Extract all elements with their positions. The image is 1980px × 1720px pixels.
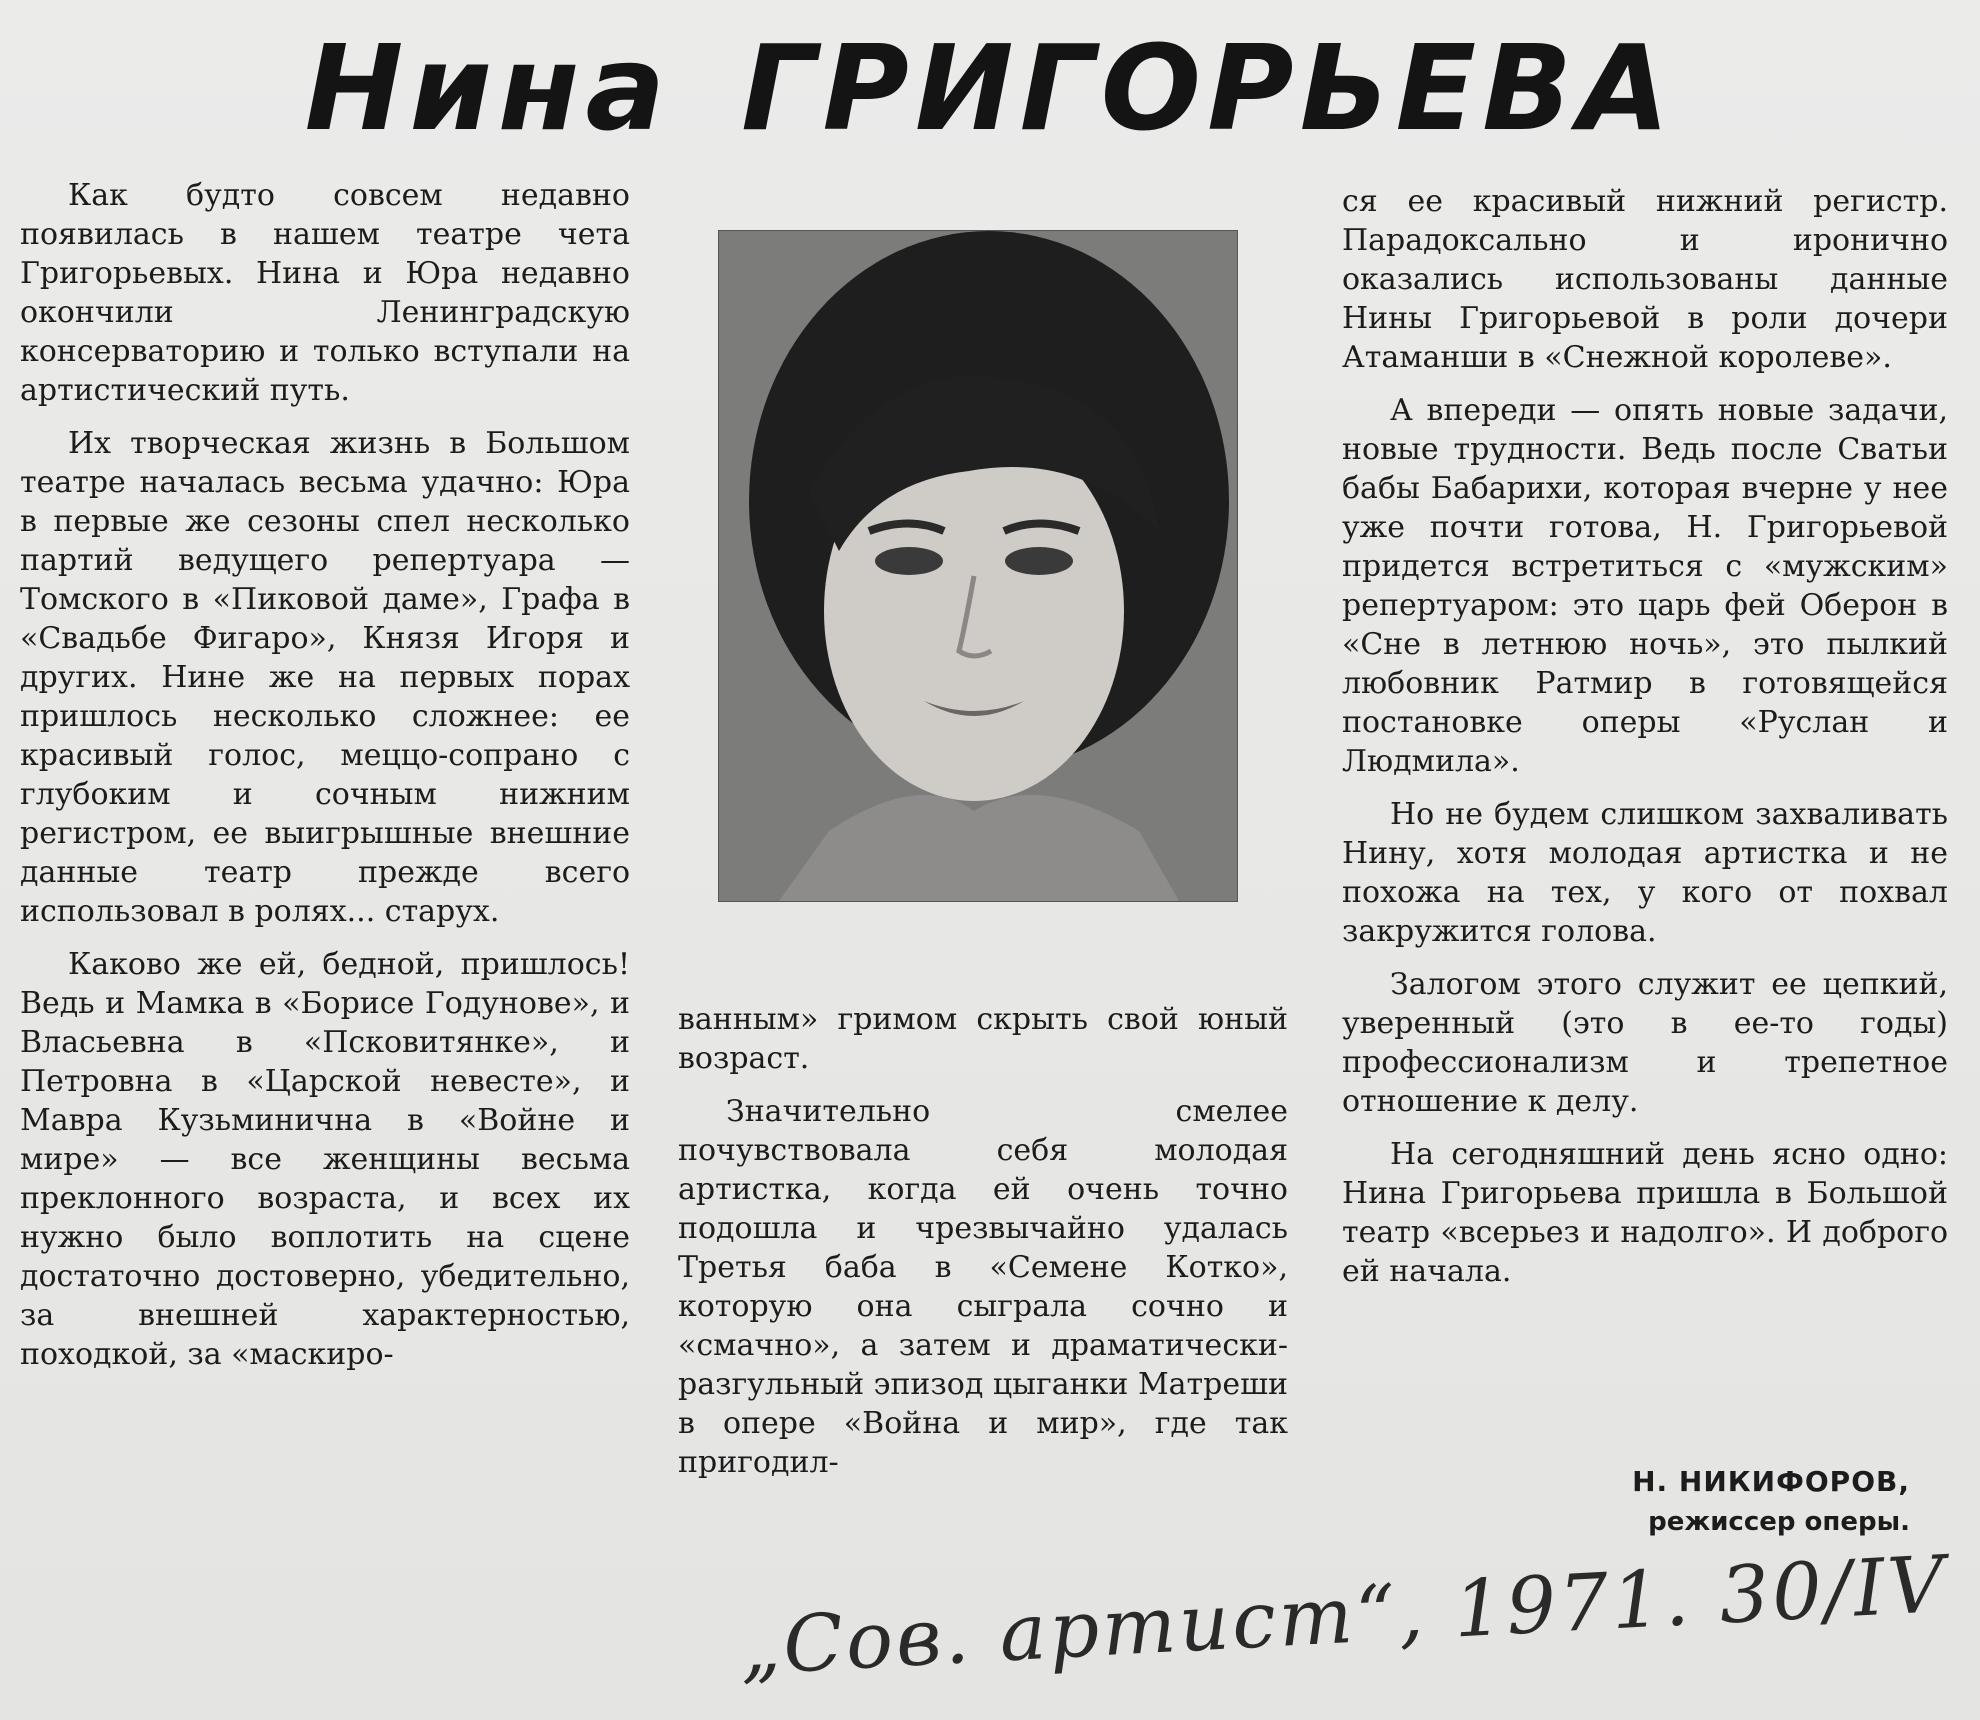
- paragraph: Залогом этого служит ее цепкий, уверенный (это в ее-то годы) профессионализм и трепетное отношение к делу.: [1342, 967, 1948, 1119]
- paragraph: Как будто совсем недавно появилась в нашем театре чета Григорьевых. Нина и Юра недавно окончили Ленинградскую консерваторию и только вступали на артистический путь.: [20, 178, 630, 408]
- portrait-photo: [718, 230, 1238, 902]
- paragraph: Их творческая жизнь в Большом театре началась весьма удачно: Юра в первые же сезоны спел несколько партий ведущего репертуара — Томского в «Пиковой даме», Графа в «Свадьбе Фигаро», Князя Игоря и других. Нине же на первых порах пришлось несколько сложнее: ее красивый голос, меццо-сопрано с глубоким и сочным нижним регистром, ее выигрышные внешние данные театр прежде всего использовал в ролях... старух.: [20, 426, 630, 929]
- headline-first-name: Нина: [304, 19, 672, 157]
- paragraph: Значительно смелее почувствовала себя молодая артистка, когда ей очень точно подошла и чрезвычайно удалась Третья баба в «Семене Котко», которую она сыграла сочно и «смачно», а затем и драматически-разгульный эпизод цыганки Матреши в опере «Война и мир», где так пригодил-: [678, 1094, 1288, 1480]
- author-role: режиссер оперы.: [1648, 1507, 1910, 1537]
- author-name: Н. НИКИФОРОВ,: [1632, 1465, 1910, 1498]
- paragraph: ся ее красивый нижний регистр. Парадоксально и иронично оказались использованы данные Нины Григорьевой в роли дочери Атаманши в «Снежной королеве».: [1342, 184, 1948, 375]
- article-column-1: [20, 176, 630, 1546]
- paragraph: ванным» гримом скрыть свой юный возраст.: [678, 1002, 1288, 1076]
- paragraph: Но не будем слишком захваливать Нину, хотя молодая артистка и не похожа на тех, у кого от похвал закружится голова.: [1342, 797, 1948, 949]
- paragraph: А впереди — опять новые задачи, новые трудности. Ведь после Сватьи бабы Бабарихи, которая вчерне у нее уже почти готова, Н. Григорьевой придется встретиться с «мужским» репертуаром: это царь фей Оберон в «Сне в летнюю ночь», это пылкий любовник Ратмир в готовящейся постановке оперы «Руслан и Людмила».: [1342, 393, 1948, 779]
- paragraph: На сегодняшний день ясно одно: Нина Григорьева пришла в Большой театр «всерьез и надолго». И доброго ей начала.: [1342, 1137, 1948, 1289]
- handwritten-source-note: „Сов. артист“, 1971. 30/IV: [737, 1539, 1950, 1693]
- article-headline: [0, 18, 1980, 158]
- paragraph: Каково же ей, бедной, пришлось! Ведь и Мамка в «Борисе Годунове», и Власьевна в «Псковитянке», и Петровна в «Царской невесте», и Мавра Кузьминична в «Войне и мире» — все женщины весьма преклонного возраста, и всех их нужно было воплотить на сцене достаточно достоверно, убедительно, за внешней характерностью, походкой, за «маскиро-: [20, 947, 630, 1372]
- author-signature: [1342, 1462, 1910, 1542]
- article-column-2: [678, 1000, 1288, 1540]
- article-column-3: [1342, 182, 1948, 1542]
- headline-last-name: ГРИГОРЬЕВА: [741, 19, 1676, 157]
